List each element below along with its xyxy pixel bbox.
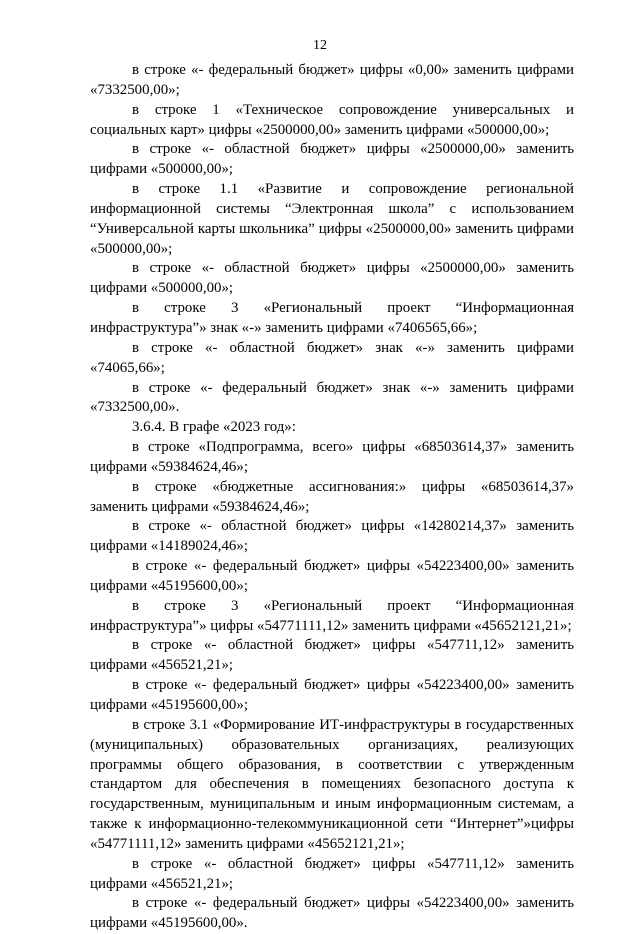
paragraph: в строке «- федеральный бюджет» цифры «54223400,00» заменить цифрами «45195600,00»; — [90, 677, 574, 713]
section-heading: 3.6.4. В графе «2023 год»: — [132, 419, 296, 436]
paragraph: в строке «- федеральный бюджет» цифры «54223400,00» заменить цифрами «45195600,00». — [90, 895, 574, 932]
paragraph: в строке 3 «Региональный проект “Информационная инфраструктура”» знак «-» заменить цифрами «7406565,66»; — [90, 300, 574, 336]
paragraph: в строке «бюджетные ассигнования:» цифры «68503614,37» заменить цифрами «59384624,46»; — [90, 478, 574, 515]
paragraph: в строке 1.1 «Развитие и сопровождение региональной информационной системы “Электронная школа” с использованием “Универсальной карты школьника” цифры «2500000,00» заменить цифрами «500000,00»; — [90, 181, 574, 257]
paragraph: в строке «- федеральный бюджет» знак «-» заменить цифрами «7332500,00». — [90, 379, 574, 416]
paragraph: в строке «- областной бюджет» знак «-» заменить цифрами «74065,66»; — [90, 339, 574, 376]
paragraph: в строке 1 «Техническое сопровождение универсальных и социальных карт» цифры «2500000,00» заменить цифрами «500000,00»; — [90, 101, 574, 138]
paragraph: в строке «- областной бюджет» цифры «547711,12» заменить цифрами «456521,21»; — [90, 637, 574, 674]
paragraph: в строке «- областной бюджет» цифры «14280214,37» заменить цифрами «14189024,46»; — [90, 518, 574, 555]
paragraph: в строке «- областной бюджет» цифры «2500000,00» заменить цифрами «500000,00»; — [90, 141, 574, 178]
page-number: 12 — [313, 38, 327, 53]
paragraph: в строке «- областной бюджет» цифры «2500000,00» заменить цифрами «500000,00»; — [90, 260, 574, 297]
paragraph: в строке «- федеральный бюджет» цифры «54223400,00» заменить цифрами «45195600,00»; — [90, 558, 574, 594]
paragraph: в строке 3.1 «Формирование ИТ-инфраструктуры в государственных (муниципальных) образовательных организациях, реализующих программы общего образования, в соответствии с утвержденным стандартом для обеспечения в помещениях безопасного доступа к государственным, муниципальным и иным информационным системам, а также к информационно-телекоммуникационной сети “Интернет”»цифры «54771111,12» заменить цифрами «45652121,21»; — [90, 716, 574, 852]
paragraph: в строке «Подпрограмма, всего» цифры «68503614,37» заменить цифрами «59384624,46»; — [90, 439, 574, 475]
document-body — [90, 61, 574, 934]
paragraph: в строке «- федеральный бюджет» цифры «0,00» заменить цифрами «7332500,00»; — [90, 62, 574, 98]
paragraph: в строке 3 «Региональный проект “Информационная инфраструктура”» цифры «54771111,12» заменить цифрами «45652121,21»; — [90, 597, 574, 634]
paragraph: в строке «- областной бюджет» цифры «547711,12» заменить цифрами «456521,21»; — [90, 855, 574, 892]
